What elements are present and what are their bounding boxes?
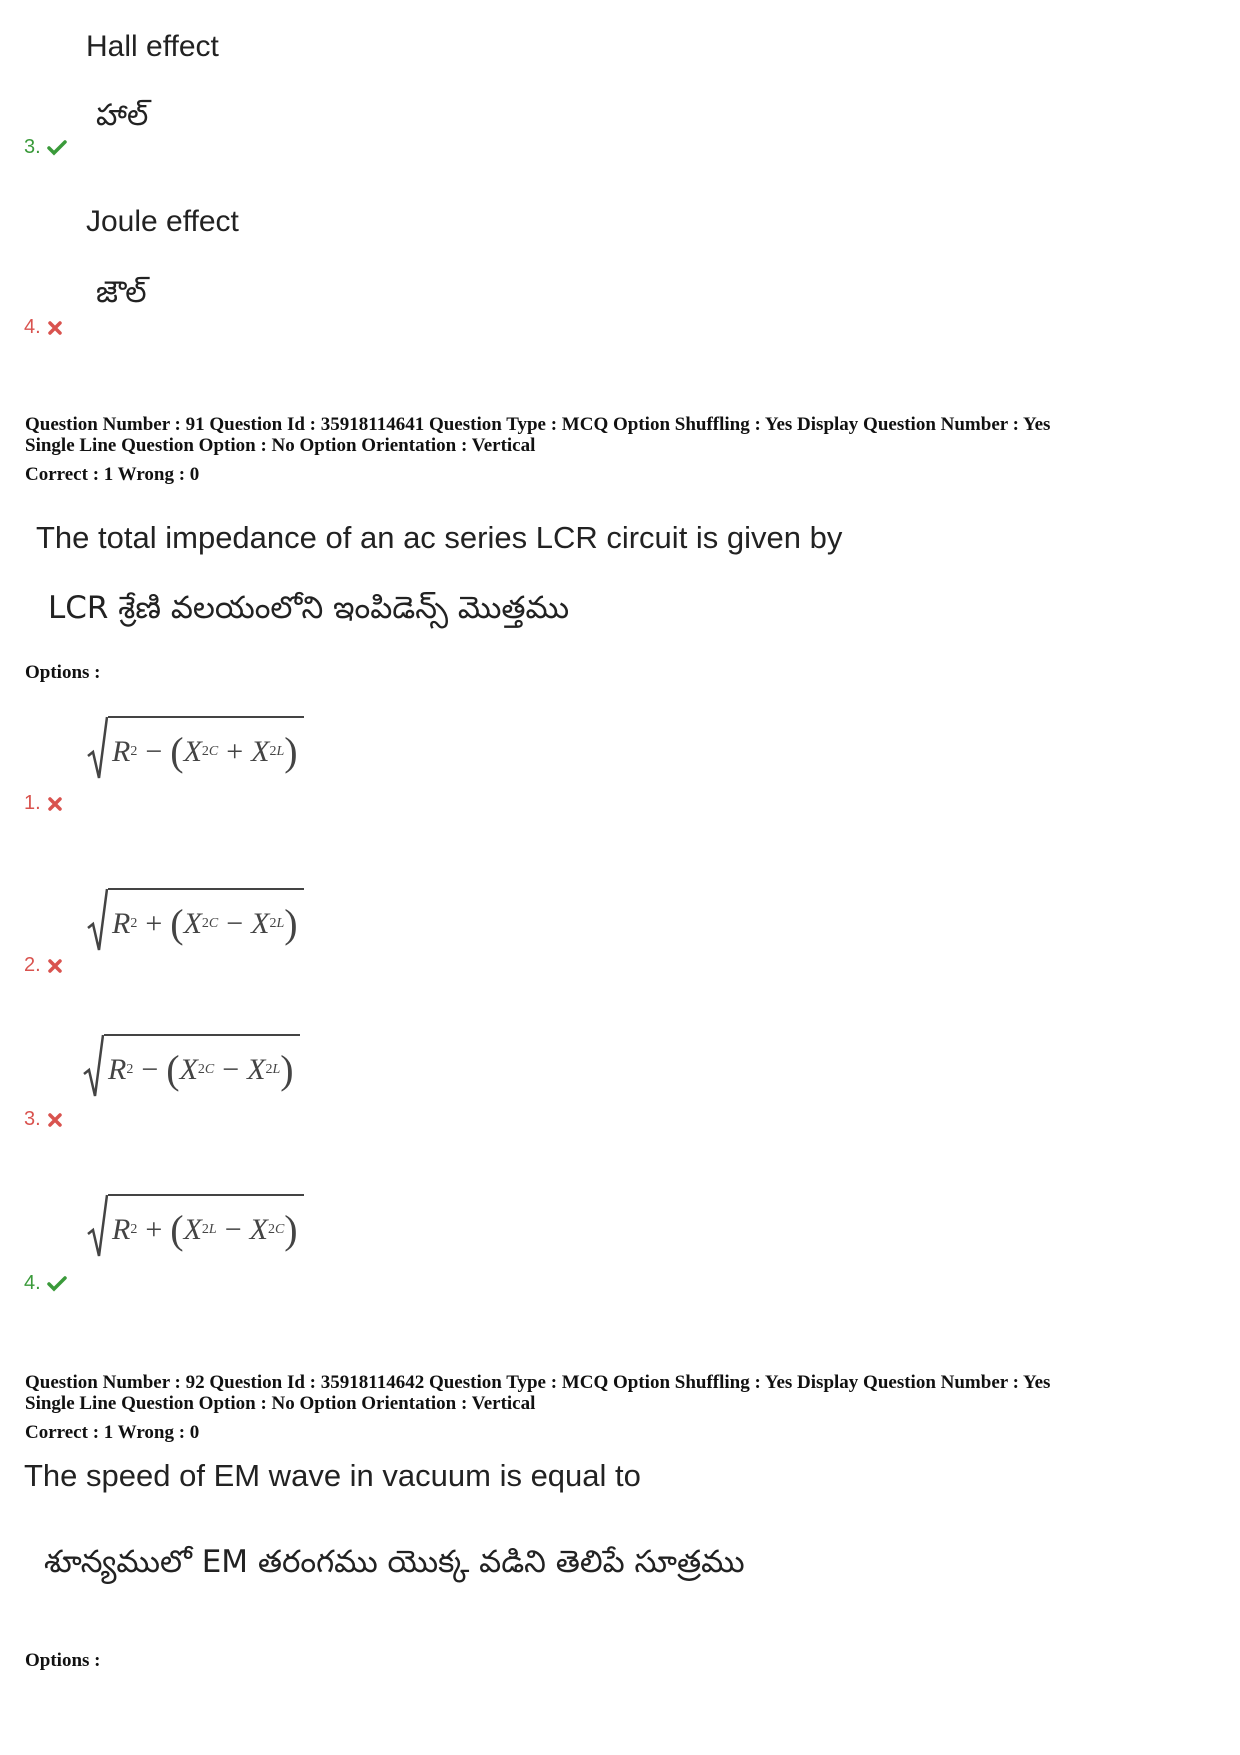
q92-text-english: The speed of EM wave in vacuum is equal to xyxy=(24,1458,641,1493)
formula-x: X xyxy=(251,907,270,940)
q91-option-3-number xyxy=(24,1108,63,1131)
q91-option-2-number xyxy=(24,954,63,977)
formula-x: X xyxy=(183,1213,202,1246)
formula-exp: 2 xyxy=(265,1062,273,1077)
q91-option-4-formula: R 2 + ( X 2 L − X 2 C ) xyxy=(86,1194,304,1260)
check-icon xyxy=(47,1276,67,1292)
cross-icon xyxy=(47,958,63,974)
radical-icon xyxy=(82,1034,104,1100)
formula-op: − xyxy=(224,1213,242,1246)
q91-option-4-number xyxy=(24,1272,67,1295)
formula-op: − xyxy=(226,907,244,940)
formula-exp: 2 xyxy=(130,744,138,759)
formula-exp: 2 xyxy=(269,916,277,931)
formula-exp: 2 xyxy=(267,1222,275,1237)
radical-icon xyxy=(86,888,108,954)
formula-exp: 2 xyxy=(197,1062,205,1077)
formula-r: R xyxy=(108,1053,127,1086)
formula-x: X xyxy=(247,1053,266,1086)
option-3-english: Hall effect xyxy=(86,30,219,63)
formula-x: X xyxy=(251,735,270,768)
formula-op: + xyxy=(226,735,244,768)
option-number-label: 2. xyxy=(24,954,41,976)
check-icon xyxy=(47,140,67,156)
radical-icon xyxy=(86,716,108,782)
formula-x: X xyxy=(183,907,202,940)
formula-exp: 2 xyxy=(201,744,209,759)
option-number-label: 4. xyxy=(24,316,41,338)
formula-x: X xyxy=(249,1213,268,1246)
formula-op: − xyxy=(141,1053,159,1086)
option-3-telugu: హాల్ xyxy=(96,98,149,133)
cross-icon xyxy=(47,796,63,812)
radical-icon xyxy=(86,1194,108,1260)
formula-exp: 2 xyxy=(126,1062,134,1077)
q91-meta-line2: Single Line Question Option : No Option Orientation : Vertical xyxy=(25,435,536,456)
option-3-number xyxy=(24,136,67,159)
q92-meta-line3: Correct : 1 Wrong : 0 xyxy=(25,1422,200,1443)
q92-text-telugu: శూన్యములో EM తరంగము యొక్క వడిని తెలిపే సూత్రము xyxy=(44,1544,745,1580)
formula-op: + xyxy=(145,1213,163,1246)
option-number-label: 3. xyxy=(24,136,41,158)
cross-icon xyxy=(47,320,63,336)
formula-r: R xyxy=(112,735,131,768)
q91-option-3-formula: R 2 − ( X 2 C − X 2 L ) xyxy=(82,1034,300,1100)
option-4-english: Joule effect xyxy=(86,205,239,238)
formula-exp: 2 xyxy=(201,1222,209,1237)
q91-option-2-formula: R 2 + ( X 2 C − X 2 L ) xyxy=(86,888,304,954)
q92-options-label: Options : xyxy=(25,1650,101,1671)
option-number-label: 4. xyxy=(24,1272,41,1294)
formula-r: R xyxy=(112,907,131,940)
formula-op: + xyxy=(145,907,163,940)
q91-text-english: The total impedance of an ac series LCR circuit is given by xyxy=(36,520,843,555)
formula-sub: L xyxy=(276,916,285,931)
formula-r: R xyxy=(112,1213,131,1246)
formula-sub: C xyxy=(208,744,219,759)
option-4-telugu: జౌల్ xyxy=(96,275,147,310)
formula-op: − xyxy=(222,1053,240,1086)
formula-sub: C xyxy=(208,916,219,931)
formula-sub: L xyxy=(208,1222,217,1237)
q92-meta-line2: Single Line Question Option : No Option Orientation : Vertical xyxy=(25,1393,536,1414)
q91-text-telugu: LCR శ్రేణి వలయంలోని ఇంపిడెన్స్ మొత్తము xyxy=(48,590,570,626)
formula-sub: L xyxy=(276,744,285,759)
q91-meta-line3: Correct : 1 Wrong : 0 xyxy=(25,464,200,485)
q91-meta-line1: Question Number : 91 Question Id : 35918114641 Question Type : MCQ Option Shuffling : Yes Display Question Number : Yes xyxy=(25,414,1051,435)
formula-exp: 2 xyxy=(130,1222,138,1237)
formula-x: X xyxy=(183,735,202,768)
formula-exp: 2 xyxy=(269,744,277,759)
q91-options-label: Options : xyxy=(25,662,101,683)
formula-exp: 2 xyxy=(201,916,209,931)
formula-sub: C xyxy=(204,1062,215,1077)
q91-option-1-number xyxy=(24,792,63,815)
option-number-label: 3. xyxy=(24,1108,41,1130)
q91-option-1-formula: R 2 − ( X 2 C + X 2 L ) xyxy=(86,716,304,782)
formula-op: − xyxy=(145,735,163,768)
formula-sub: L xyxy=(272,1062,281,1077)
formula-exp: 2 xyxy=(130,916,138,931)
q92-meta-line1: Question Number : 92 Question Id : 35918114642 Question Type : MCQ Option Shuffling : Yes Display Question Number : Yes xyxy=(25,1372,1051,1393)
option-4-number xyxy=(24,316,63,339)
formula-sub: C xyxy=(274,1222,285,1237)
formula-x: X xyxy=(179,1053,198,1086)
option-number-label: 1. xyxy=(24,792,41,814)
cross-icon xyxy=(47,1112,63,1128)
